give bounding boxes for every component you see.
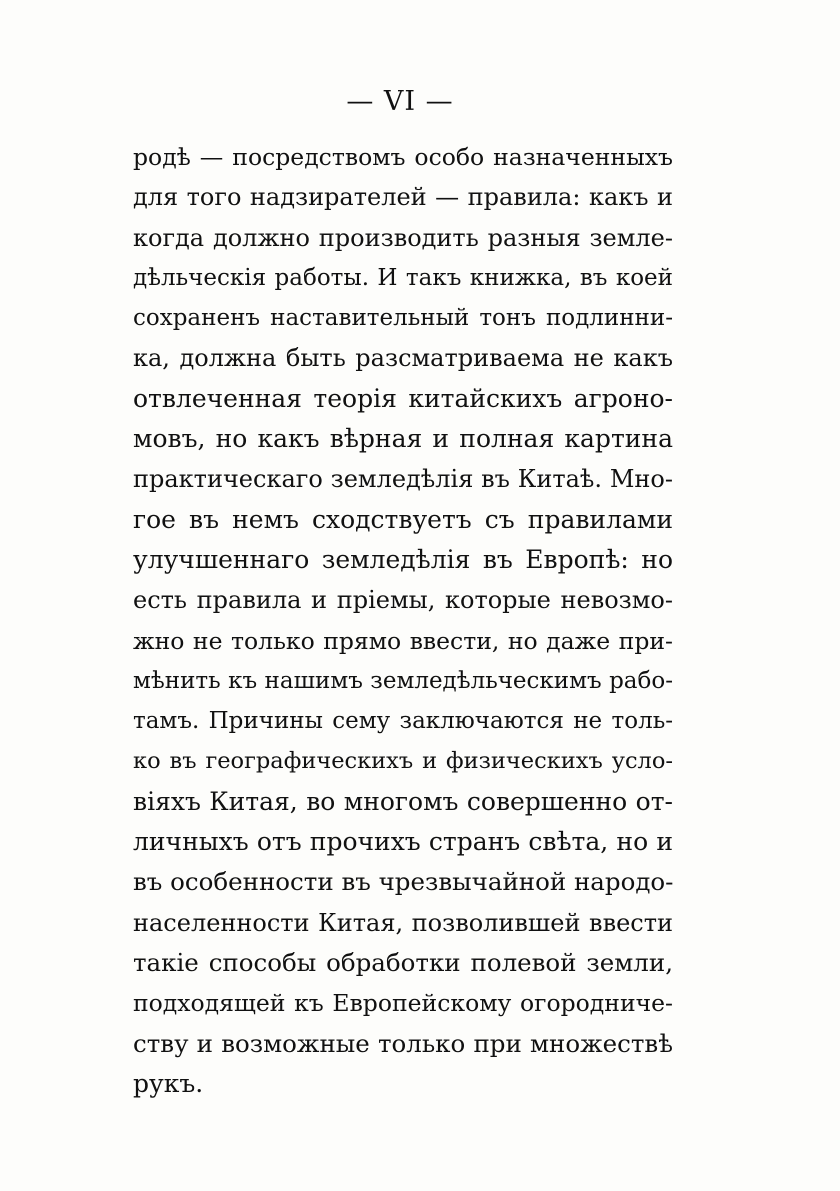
text-line: когда должно производить разныя земле- <box>133 223 673 252</box>
text-line: для того надзирателей — правила: какъ и <box>133 183 673 212</box>
text-line: гое въ немъ сходствуетъ съ правилами <box>133 504 673 534</box>
text-line: личныхъ отъ прочихъ странъ свѣта, но и <box>133 827 673 857</box>
text-line: мовъ, но какъ вѣрная и полная картина <box>133 424 673 454</box>
text-line: ка, должна быть разсматриваема не какъ <box>133 344 673 373</box>
text-line: улучшеннаго земледѣлія въ Европѣ: но <box>133 544 673 574</box>
text-line: практическаго земледѣлія въ Китаѣ. Мно- <box>133 465 673 494</box>
text-line: населенности Китая, позволившей ввести <box>133 908 673 937</box>
text-line: дѣльческія работы. И такъ книжка, въ коей <box>133 264 673 291</box>
text-line: ко въ географическихъ и физическихъ усло- <box>133 748 673 775</box>
text-line: подходящей къ Европейскому огородниче- <box>133 989 673 1018</box>
text-line: родѣ — посредствомъ особо назначенныхъ <box>133 143 673 171</box>
text-line: сохраненъ наставительный тонъ подлинни- <box>133 305 673 332</box>
text-line: въ особенности въ чрезвычайной народо- <box>133 867 674 897</box>
text-line: тамъ. Причины сему заключаются не толь- <box>133 708 673 735</box>
body-text <box>133 137 673 1104</box>
text-line: такіе способы обработки полевой земли, <box>133 947 673 977</box>
text-line: есть правила и пріемы, которые невозмо- <box>133 586 673 615</box>
text-line: мѣнить къ нашимъ земледѣльческимъ рабо- <box>133 667 673 694</box>
text-line: віяхъ Китая, во многомъ совершенно от- <box>133 786 673 816</box>
text-line: ству и возможные только при множествѣ <box>133 1028 673 1058</box>
text-line: жно не только прямо ввести, но даже при- <box>133 626 673 655</box>
page-number: — VI — <box>346 86 454 117</box>
text-line: рукъ. <box>133 1068 204 1098</box>
text-line: отвлеченная теорія китайскихъ агроно- <box>133 383 673 413</box>
